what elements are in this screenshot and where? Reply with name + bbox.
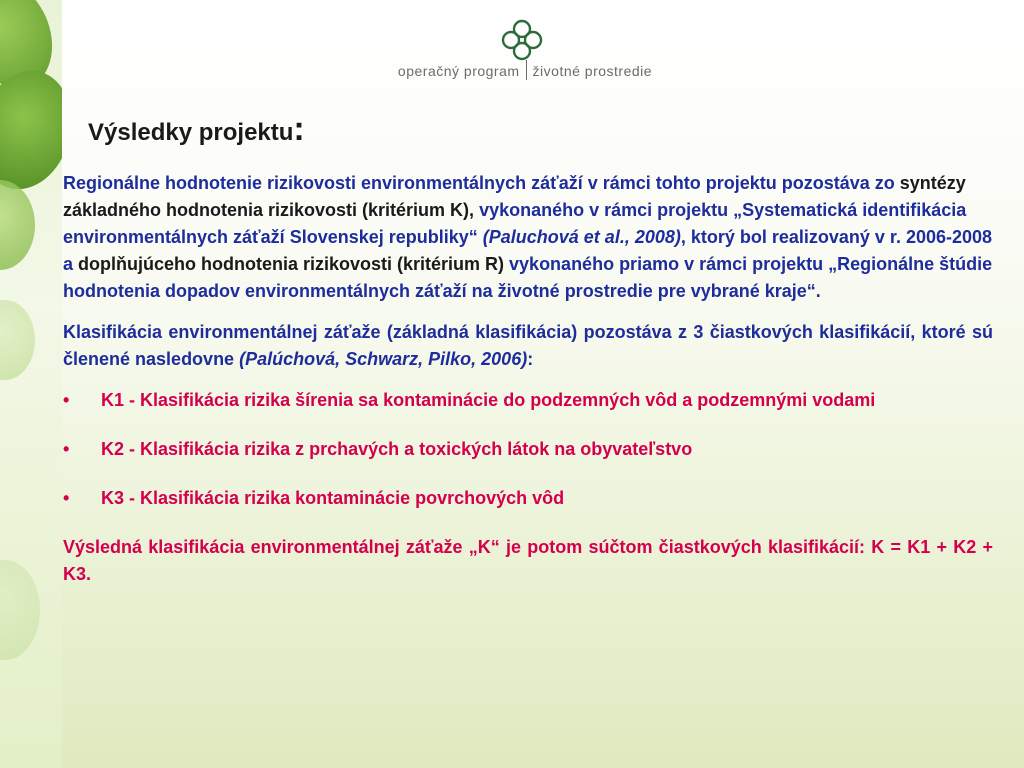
slide-content	[63, 170, 993, 588]
list-item-text: K3 - Klasifikácia rizika kontaminácie povrchových vôd	[101, 488, 565, 508]
logo-right-text: životné prostredie	[532, 62, 653, 79]
slide-title-colon: :	[293, 110, 305, 148]
list-item	[63, 387, 993, 414]
logo-left-text: operačný program	[397, 62, 520, 79]
list-item-text: K1 - Klasifikácia rizika šírenia sa kontaminácie do podzemných vôd a podzemnými vodami	[101, 390, 876, 410]
p1-seg5: , ktorý bol realizovaný v r. 2006-2008 a	[63, 227, 993, 274]
p2-seg3: :	[527, 349, 534, 369]
paragraph-final-classification: Výsledná klasifikácia environmentálnej záťaže „K“ je potom súčtom čiastkových klasifikácií: K = K1 + K2 + K3.	[63, 537, 993, 584]
list-item	[63, 485, 993, 512]
program-logo-text	[340, 62, 710, 82]
slide-title-text: Výsledky projektu	[88, 119, 294, 146]
decorative-clover-strip	[0, 0, 62, 768]
paragraph-regional-assessment	[63, 170, 993, 305]
p1-seg1: Regionálne hodnotenie rizikovosti environmentálnych záťaží v rámci tohto projektu pozostáva zo	[63, 173, 900, 193]
classification-list	[63, 387, 993, 512]
paragraph-classification	[63, 319, 993, 373]
clover-leaf-icon	[0, 300, 35, 380]
list-item-text: K2 - Klasifikácia rizika z prchavých a toxických látok na obyvateľstvo	[101, 439, 693, 459]
clover-leaf-icon	[0, 60, 62, 199]
clover-leaf-icon	[0, 560, 40, 660]
clover-icon	[500, 18, 544, 62]
p1-seg7: vykonaného priamo v rámci projektu „Regionálne štúdie hodnotenia dopadov environmentálnych záťaží na životné prostredie pre vybrané kraje“.	[63, 254, 993, 301]
p2-seg2-citation: (Palúchová, Schwarz, Pilko, 2006)	[239, 349, 528, 369]
bullet-marker: •	[63, 488, 70, 508]
program-logo	[340, 18, 710, 88]
bullet-marker: •	[63, 390, 70, 410]
p1-seg3: vykonaného v rámci projektu „Systematická identifikácia environmentálnych záťaží Slovenskej republiky“	[63, 200, 967, 247]
slide-title	[88, 110, 305, 149]
clover-leaf-icon	[0, 180, 35, 270]
p1-seg4-citation: (Paluchová et al., 2008)	[482, 227, 681, 247]
bullet-marker: •	[63, 439, 70, 459]
list-item	[63, 436, 993, 463]
p1-seg6: doplňujúceho hodnotenia rizikovosti (kritérium R)	[78, 254, 505, 274]
p2-seg1: Klasifikácia environmentálnej záťaže (základná klasifikácia) pozostáva z 3 čiastkových klasifikácií, ktoré sú členené nasledovne	[63, 322, 993, 369]
p1-seg2: syntézy základného hodnotenia rizikovosti (kritérium K),	[63, 173, 966, 220]
logo-separator	[526, 60, 527, 80]
